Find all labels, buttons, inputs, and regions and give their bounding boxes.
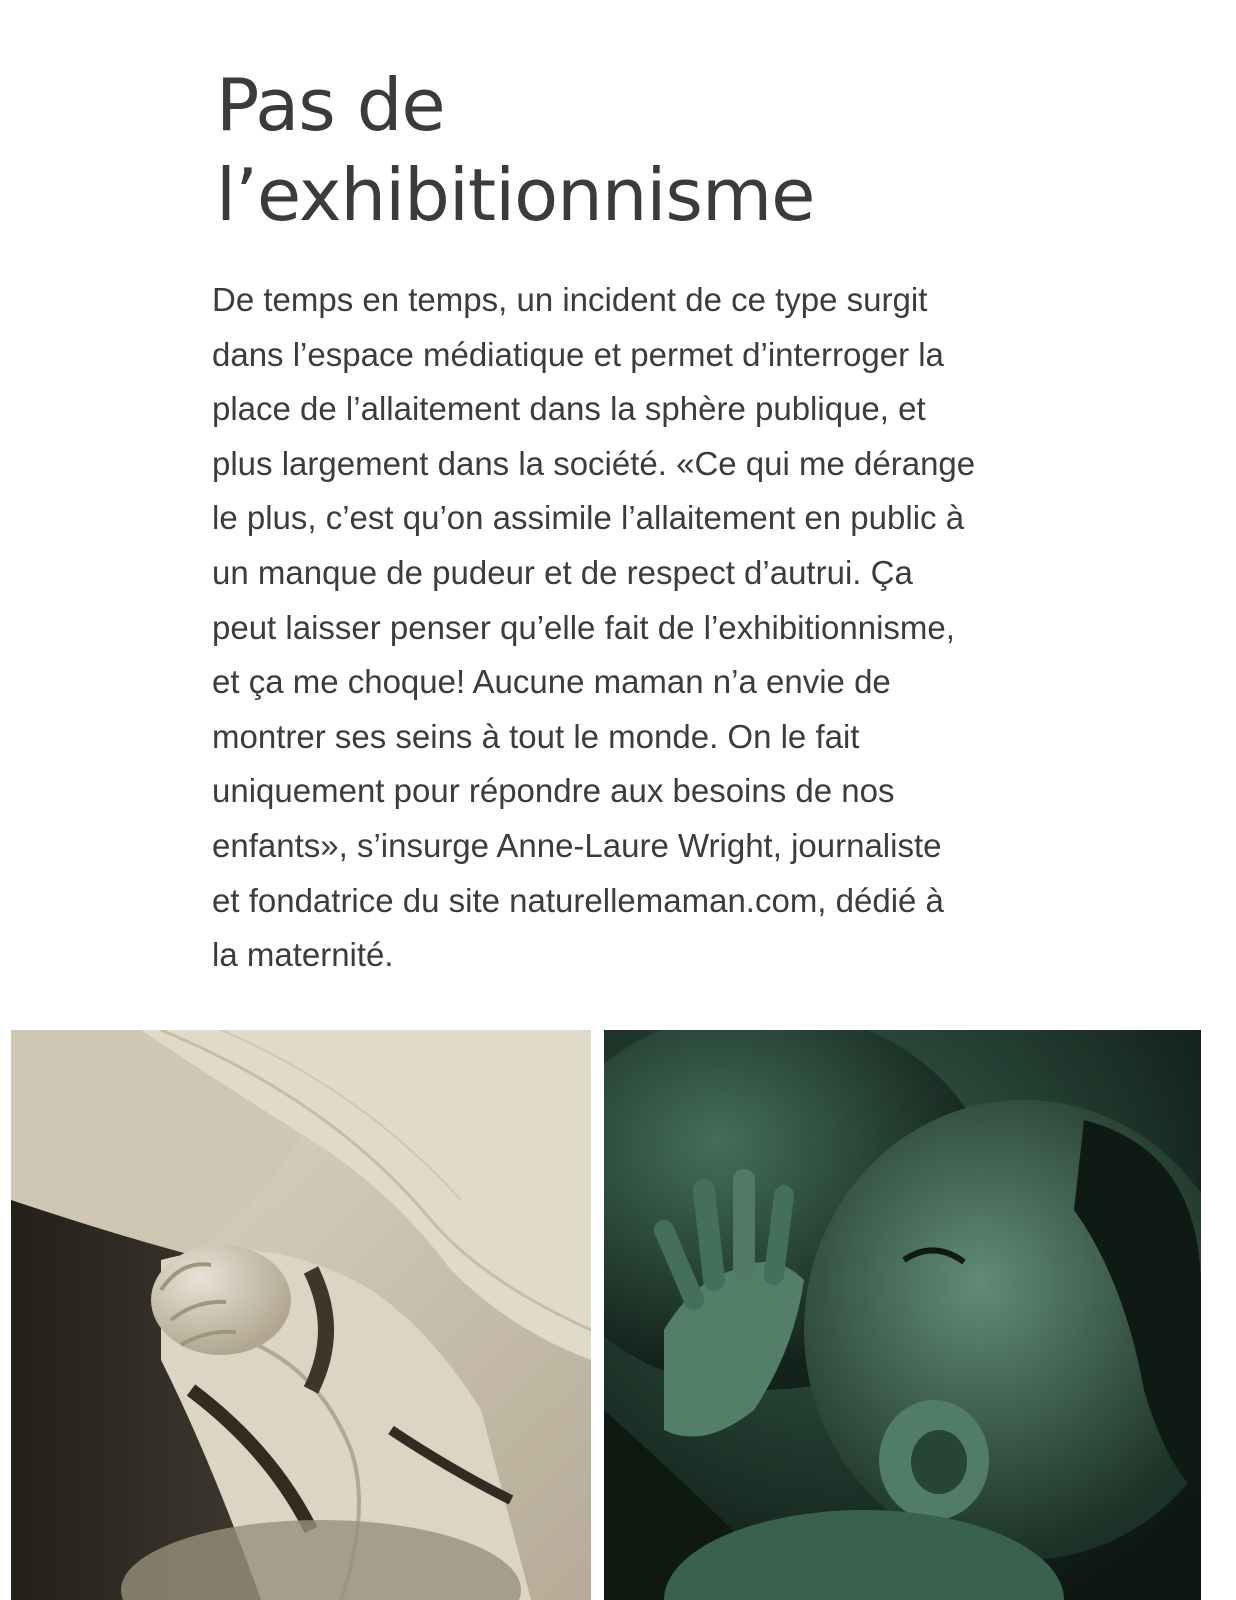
body-line: un manque de pudeur et de respect d’autrui. Ça [212, 553, 913, 591]
heading-line: Pas de [216, 63, 445, 147]
body-line: plus largement dans la société. «Ce qui me dérange [212, 444, 976, 482]
breastfeeding-photo-green [604, 1030, 1201, 1600]
body-line: De temps en temps, un incident de ce type surgit [212, 281, 928, 318]
article-body [212, 273, 1032, 983]
heading-line: l’exhibitionnisme [216, 153, 815, 237]
body-line: place de l’allaitement dans la sphère publique, et [212, 390, 926, 428]
body-line: et ça me choque! Aucune maman n’a envie de [212, 663, 891, 701]
article-heading [216, 60, 1016, 240]
green-photo-illustration [604, 1030, 1201, 1600]
body-line: enfants», s’insurge Anne-Laure Wright, journaliste [212, 826, 942, 864]
body-line: peut laisser penser qu’elle fait de l’exhibitionnisme, [212, 608, 955, 646]
body-line: et fondatrice du site naturellemaman.com, dédié à [212, 881, 944, 919]
body-line: dans l’espace médiatique et permet d’interroger la [212, 335, 944, 373]
breastfeeding-photo-sepia [11, 1030, 591, 1600]
body-line: uniquement pour répondre aux besoins de nos [212, 772, 895, 810]
sepia-photo-illustration [11, 1030, 591, 1600]
body-line: montrer ses seins à tout le monde. On le fait [212, 717, 860, 755]
article [216, 60, 1016, 240]
body-line: la maternité. [212, 936, 394, 974]
body-line: le plus, c’est qu’on assimile l’allaitement en public à [212, 499, 965, 537]
